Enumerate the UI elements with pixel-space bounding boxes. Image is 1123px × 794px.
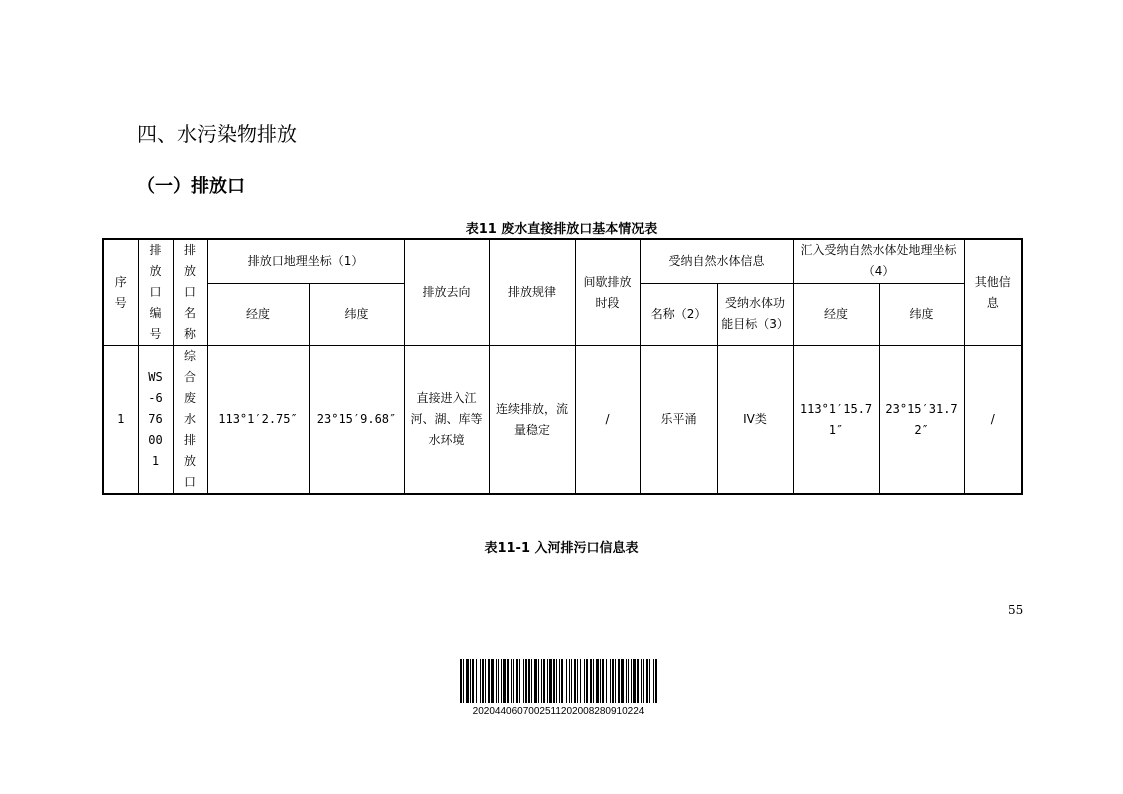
cell-latitude: 23°15′9.68″	[309, 346, 404, 495]
cell-other-info: /	[964, 346, 1022, 495]
barcode-bar	[528, 659, 530, 703]
barcode-bar	[561, 659, 563, 703]
header-latitude: 纬度	[309, 283, 404, 345]
barcode-bar	[525, 659, 527, 703]
header-conf-longitude: 经度	[793, 283, 879, 345]
barcode-bar	[482, 659, 484, 703]
header-geo-coord: 排放口地理坐标（1）	[207, 239, 404, 283]
barcode-bar	[547, 659, 548, 703]
barcode-bar	[511, 659, 512, 703]
header-intermittent-period: 间歇排放时段	[575, 239, 640, 346]
barcode-bar	[549, 659, 552, 703]
barcode-bar	[655, 659, 657, 703]
barcode-bar	[621, 659, 624, 703]
subsection-heading: （一）排放口	[137, 176, 245, 197]
page-number: 55	[1008, 603, 1024, 617]
barcode-bar	[653, 659, 654, 703]
cell-function-target: IV类	[717, 346, 793, 495]
cell-intermittent-period: /	[575, 346, 640, 495]
barcode-bar	[615, 659, 616, 703]
barcode-bar	[643, 659, 644, 703]
header-destination: 排放去向	[404, 239, 489, 346]
barcode-bar	[633, 659, 636, 703]
barcode-bar	[649, 659, 650, 703]
barcode-bar	[538, 659, 539, 703]
barcode-bar	[519, 659, 520, 703]
barcode-bar	[584, 659, 585, 703]
header-other-info: 其他信息	[964, 239, 1022, 346]
barcode-bar	[534, 659, 537, 703]
barcode-bar	[610, 659, 611, 703]
cell-conf-latitude: 23°15′31.72″	[879, 346, 964, 495]
barcode-bar	[541, 659, 542, 703]
cell-outlet-id: WS-676001	[138, 346, 173, 495]
barcode-bar	[480, 659, 481, 703]
barcode-bar	[498, 659, 499, 703]
header-conf-latitude: 纬度	[879, 283, 964, 345]
barcode-bar	[556, 659, 557, 703]
barcode-bar	[559, 659, 560, 703]
barcode-bar	[612, 659, 614, 703]
header-outlet-name: 排放口名称	[173, 239, 207, 346]
barcode-bar	[626, 659, 627, 703]
barcode-bar	[569, 659, 570, 703]
cell-pattern: 连续排放，流量稳定	[489, 346, 575, 495]
barcode-bar	[491, 659, 494, 703]
table2-caption: 表11-1 入河排污口信息表	[484, 541, 639, 556]
header-function-target: 受纳水体功能目标（3）	[717, 283, 793, 345]
barcode-bar	[507, 659, 509, 703]
header-longitude: 经度	[207, 283, 309, 345]
barcode-bar	[543, 659, 545, 703]
barcode-bar	[485, 659, 486, 703]
cell-destination: 直接进入江河、湖、库等水环境	[404, 346, 489, 495]
barcode-bar	[513, 659, 514, 703]
barcode-bar	[571, 659, 572, 703]
barcode-bar	[586, 659, 588, 703]
barcode-bar	[516, 659, 518, 703]
header-seq: 序号	[103, 239, 138, 346]
cell-longitude: 113°1′2.75″	[207, 346, 309, 495]
barcode-bar	[460, 659, 462, 703]
barcode-bar	[472, 659, 474, 703]
barcode-bar	[606, 659, 607, 703]
barcode-bar	[641, 659, 642, 703]
barcode-bar	[637, 659, 639, 703]
barcode-bar	[470, 659, 471, 703]
cell-conf-longitude: 113°1′15.71″	[793, 346, 879, 495]
table-caption: 表11 废水直接排放口基本情况表	[465, 222, 658, 237]
barcode-number: 2020440607002511202008280910224	[472, 706, 645, 717]
barcode-bar	[631, 659, 632, 703]
header-outlet-id: 排放口编号	[138, 239, 173, 346]
barcode-bar	[574, 659, 576, 703]
cell-water-name: 乐平涌	[640, 346, 717, 495]
barcode-image	[460, 659, 657, 703]
barcode-bar	[596, 659, 599, 703]
barcode-bar	[488, 659, 490, 703]
cell-outlet-name: 综合废水排放口	[173, 346, 207, 495]
barcode-bar	[580, 659, 581, 703]
barcode-bar	[503, 659, 506, 703]
barcode-bar	[628, 659, 629, 703]
header-receiving-water: 受纳自然水体信息	[640, 239, 793, 283]
barcode-bar	[523, 659, 524, 703]
barcode-bar	[646, 659, 648, 703]
barcode-bar	[590, 659, 592, 703]
section-heading: 四、水污染物排放	[137, 122, 297, 146]
barcode-bar	[577, 659, 578, 703]
header-water-name: 名称（2）	[640, 283, 717, 345]
barcode-bar	[553, 659, 555, 703]
barcode-bar	[496, 659, 497, 703]
barcode-bar	[602, 659, 604, 703]
header-confluence-coord: 汇入受纳自然水体处地理坐标（4）	[793, 239, 964, 283]
barcode-bar	[593, 659, 594, 703]
barcode-bar	[463, 659, 464, 703]
header-pattern: 排放规律	[489, 239, 575, 346]
barcode-bar	[600, 659, 601, 703]
discharge-outlet-table	[102, 238, 1023, 495]
cell-seq: 1	[103, 346, 138, 495]
barcode-bar	[466, 659, 469, 703]
barcode-bar	[476, 659, 477, 703]
barcode-bar	[531, 659, 532, 703]
barcode-bar	[566, 659, 567, 703]
barcode-bar	[618, 659, 620, 703]
barcode-bar	[501, 659, 502, 703]
table-row	[103, 346, 1022, 495]
